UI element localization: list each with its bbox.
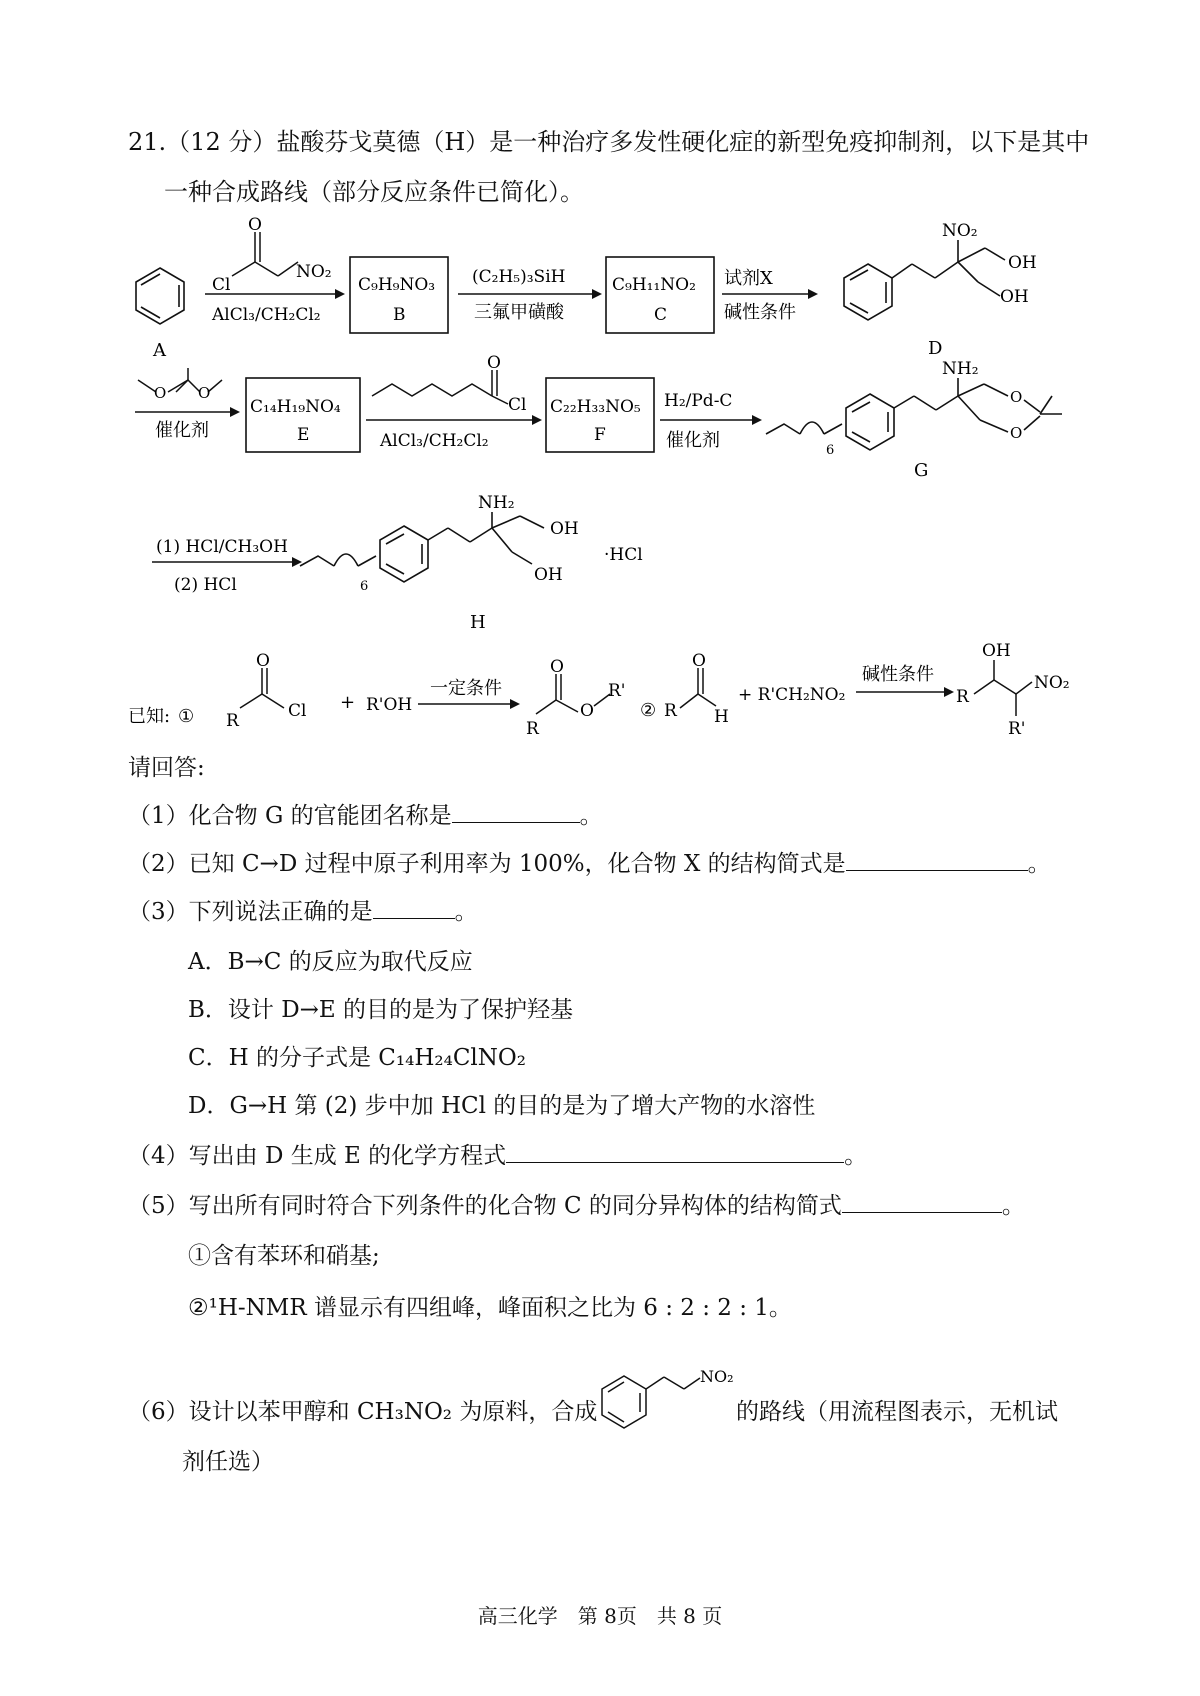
known-cl: Cl [288, 701, 307, 721]
c-label: C [654, 305, 668, 325]
dmp-o2: O [198, 384, 211, 402]
q5-condition-2: ②¹H-NMR 谱显示有四组峰，峰面积之比为 6 : 2 : 2 : 1。 [188, 1295, 792, 1321]
known-cond-a: 一定条件 [430, 678, 502, 699]
condition-1: AlCl₃/CH₂Cl₂ [212, 305, 321, 325]
known-no2: NO₂ [1034, 673, 1070, 693]
condition-6-bottom: 催化剂 [666, 430, 720, 451]
sub-question-5 [128, 1190, 1025, 1222]
known-cond-b: 碱性条件 [862, 664, 934, 685]
known-or: R' [608, 681, 626, 701]
question-score: （12 分） [166, 128, 277, 156]
sub-question-1-text: （1）化合物 G 的官能团名称是 [128, 803, 452, 829]
e-label: E [297, 425, 310, 445]
reagent5-carbonyl-o: O [487, 353, 501, 373]
sub-question-1-end: 。 [579, 803, 603, 829]
question-intro-text: 盐酸芬戈莫德（H）是一种治疗多发性硬化症的新型免疫抑制剂，以下是其中 [276, 128, 1090, 156]
c-formula: C₉H₁₁NO₂ [612, 275, 696, 295]
condition-7-top: (1) HCl/CH₃OH [156, 537, 288, 557]
d-oh1: OH [1008, 253, 1037, 273]
compound-d [844, 240, 1005, 320]
sub-question-3-end: 。 [454, 899, 478, 925]
sub-question-2-end: 。 [1027, 851, 1051, 877]
compound-a-benzene [136, 268, 184, 324]
d-oh2: OH [1000, 287, 1029, 307]
known-aldehyde-o: O [692, 651, 706, 671]
sub-question-2 [128, 848, 1051, 880]
dmp-o1: O [154, 384, 167, 402]
f-label: F [594, 425, 606, 445]
h-sub6: 6 [360, 579, 369, 594]
known-h: H [714, 707, 729, 727]
condition-2-top: (C₂H₅)₃SiH [472, 267, 566, 287]
known-r4: R [956, 687, 969, 707]
h-label: H [470, 612, 486, 633]
option-a[interactable]: A．B→C 的反应为取代反应 [188, 949, 473, 975]
h-nh2: NH₂ [478, 493, 515, 513]
known-aldehyde [680, 668, 716, 708]
sub-question-2-text: （2）已知 C→D 过程中原子利用率为 100%，化合物 X 的结构简式是 [128, 851, 846, 877]
reagent-acyl-chloride [232, 232, 298, 276]
question-number: 21. [128, 128, 167, 156]
label-a: A [153, 340, 166, 361]
known-label: 已知: [128, 706, 171, 727]
reagent5-cl: Cl [508, 395, 527, 415]
option-d[interactable]: D．G→H 第 (2) 步中加 HCl 的目的是为了增大产物的水溶性 [188, 1093, 816, 1119]
known-r1: R [226, 711, 239, 731]
sub-question-6-part3: 剂任选） [182, 1449, 274, 1475]
known-acyl-chloride [240, 668, 284, 708]
question-intro-line2: 一种合成路线（部分反应条件已简化）。 [164, 178, 584, 206]
known-oh: OH [982, 641, 1011, 661]
g-nh2: NH₂ [942, 359, 979, 379]
q6-target-no2: NO₂ [700, 1367, 734, 1386]
answer-prompt: 请回答: [128, 755, 205, 781]
g-label: G [914, 460, 929, 481]
known-nitroalcohol [974, 660, 1032, 716]
known-n2: ② [640, 700, 657, 721]
known1-o: O [256, 651, 270, 671]
answer-blank-3[interactable] [373, 896, 455, 919]
known-ester-o2: O [580, 701, 594, 721]
f-formula: C₂₂H₃₃NO₅ [550, 397, 641, 417]
b-label: B [393, 305, 406, 325]
known-roh: R'OH [366, 695, 413, 715]
condition-4-bottom: 催化剂 [155, 420, 209, 441]
known-n1: ① [178, 706, 195, 727]
known-r5: R' [1008, 719, 1026, 739]
condition-6-top: H₂/Pd-C [664, 391, 733, 411]
compound-h [300, 512, 544, 582]
d-no2: NO₂ [942, 221, 978, 241]
q5-condition-1: ①含有苯环和硝基; [188, 1243, 380, 1269]
h-salt: ·HCl [604, 545, 643, 565]
sub-question-5-end: 。 [1001, 1193, 1025, 1219]
known-ester [536, 674, 610, 714]
answer-blank-5[interactable] [842, 1190, 1002, 1213]
sub-question-3-text: （3）下列说法正确的是 [128, 899, 373, 925]
condition-2-bottom: 三氟甲磺酸 [474, 302, 564, 323]
sub-question-6-part1: （6）设计以苯甲醇和 CH₃NO₂ 为原料，合成 [128, 1399, 598, 1425]
reagent1-no2: NO₂ [296, 262, 332, 282]
reagent-octanoyl-chloride [372, 370, 508, 404]
known-plus1: + [340, 692, 356, 713]
answer-blank-1[interactable] [452, 800, 580, 823]
g-sub6: 6 [826, 443, 835, 458]
g-o2: O [1010, 424, 1023, 442]
d-label: D [928, 338, 943, 359]
sub-question-4-end: 。 [844, 1143, 868, 1169]
sub-question-3 [128, 896, 478, 928]
condition-7-bottom: (2) HCl [174, 575, 237, 595]
sub-question-1 [128, 800, 603, 832]
condition-3-top: 试剂X [724, 268, 773, 289]
reagent1-cl: Cl [212, 275, 231, 295]
sub-question-4 [128, 1140, 867, 1172]
option-b[interactable]: B．设计 D→E 的目的是为了保护羟基 [188, 997, 574, 1023]
sub-question-4-text: （4）写出由 D 生成 E 的化学方程式 [128, 1143, 507, 1169]
q6-target-molecule [602, 1376, 700, 1428]
known-r3: R [664, 701, 677, 721]
answer-blank-2[interactable] [846, 848, 1028, 871]
e-formula: C₁₄H₁₉NO₄ [250, 397, 341, 417]
sub-question-5-text: （5）写出所有同时符合下列条件的化合物 C 的同分异构体的结构简式 [128, 1193, 842, 1219]
known-ester-o1: O [550, 657, 564, 677]
condition-3-bottom: 碱性条件 [724, 302, 796, 323]
h-oh1: OH [550, 519, 579, 539]
g-o1: O [1010, 388, 1023, 406]
option-c[interactable]: C．H 的分子式是 C₁₄H₂₄ClNO₂ [188, 1045, 526, 1071]
sub-question-6-part2: 的路线（用流程图表示，无机试 [736, 1399, 1058, 1425]
reagent1-carbonyl-o: O [248, 215, 262, 235]
condition-5: AlCl₃/CH₂Cl₂ [380, 431, 489, 451]
page-footer: 高三化学 第 8页 共 8 页 [477, 1604, 723, 1628]
b-formula: C₉H₉NO₃ [358, 275, 436, 295]
answer-blank-4[interactable] [506, 1140, 844, 1163]
known-plus2: + R'CH₂NO₂ [738, 685, 846, 705]
h-oh2: OH [534, 565, 563, 585]
known-r2: R [526, 719, 539, 739]
